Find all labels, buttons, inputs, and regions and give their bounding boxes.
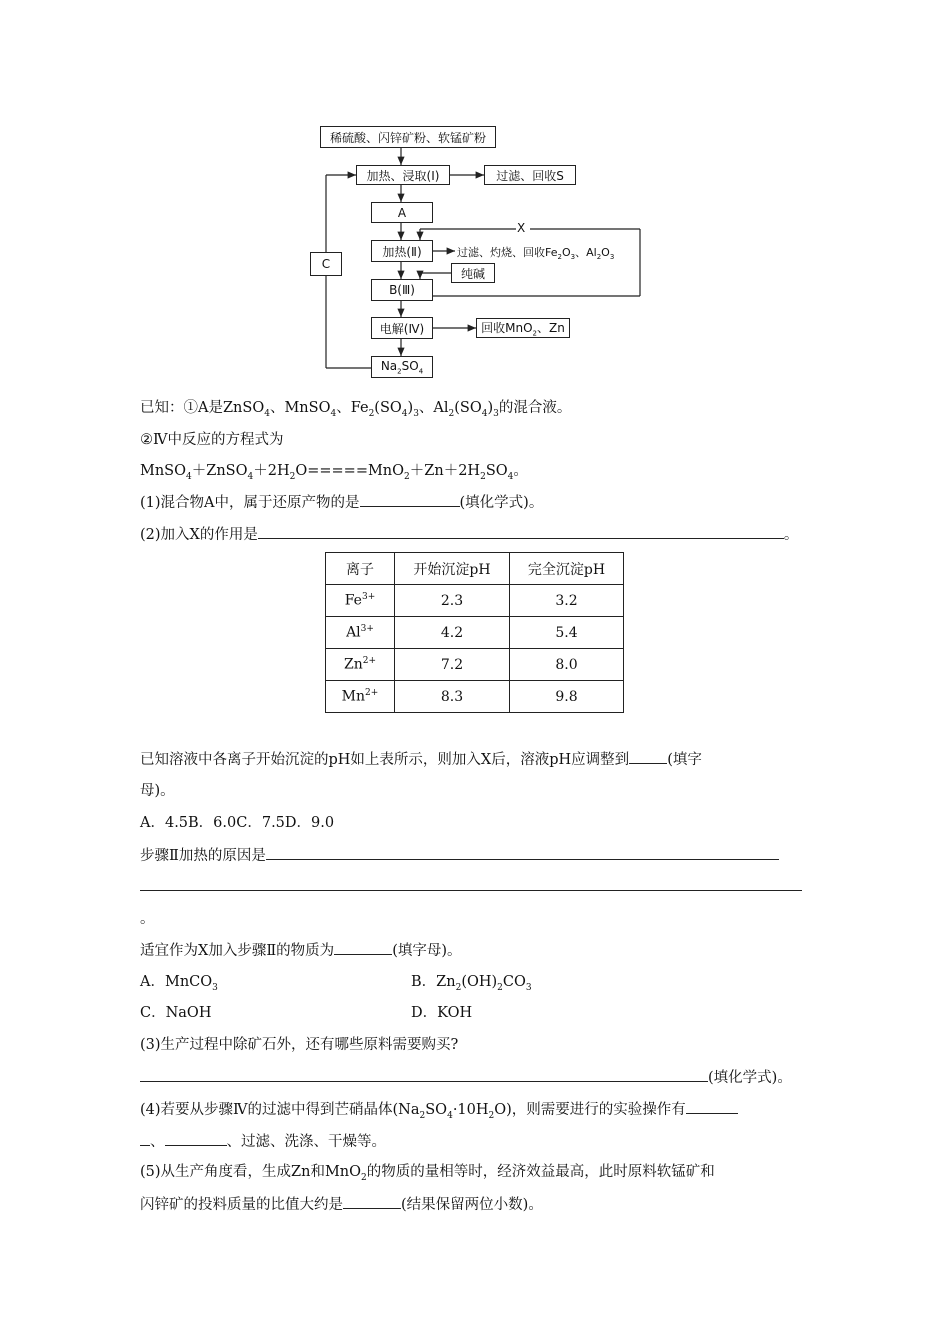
ion-cell: $Al^{3+}$ (326, 617, 395, 649)
answer-blank[interactable] (140, 1067, 708, 1082)
step4-label: 电解(Ⅳ) (379, 321, 425, 336)
ion-cell: $Mn^{2+}$ (326, 681, 395, 713)
table-header: 离子 (326, 553, 395, 585)
answer-blank[interactable] (629, 749, 667, 764)
na2so4-box (371, 356, 433, 378)
step1-box (356, 165, 450, 185)
known-line-2: ②Ⅳ中反应的方程式为 (140, 432, 284, 448)
raw-materials-box (320, 126, 496, 148)
question-5: (5)从生产角度看，生成Zn和MnO$_2$的物质的量相等时，经济效益最高，此时原料软锰矿和 (140, 1164, 715, 1183)
option-c: C．NaOH (140, 1005, 212, 1021)
answer-blank[interactable] (266, 845, 779, 860)
question-2: (2)加入X的作用是 。 (140, 524, 798, 545)
step4-side-label: 回收MnO$_2$、Zn (481, 320, 565, 338)
a-label: A (397, 205, 407, 220)
ion-cell: $Fe^{3+}$ (326, 585, 395, 617)
ion-cell: $Zn^{2+}$ (326, 649, 395, 681)
answer-blank[interactable] (258, 524, 784, 539)
answer-blank[interactable] (360, 492, 460, 507)
step4-box (371, 317, 433, 339)
question-5-line-2: 闪锌矿的投料质量的比值大约是 (结果保留两位小数)。 (140, 1194, 543, 1215)
start-ph-cell: 4.2 (395, 617, 510, 649)
start-ph-cell: 8.3 (395, 681, 510, 713)
answer-rule[interactable] (140, 890, 802, 891)
table-header: 开始沉淀pH (395, 553, 510, 585)
answer-blank[interactable] (343, 1194, 401, 1209)
step2-box (371, 240, 433, 262)
na2so4-label: $Na_2SO_4$ (380, 358, 424, 376)
x-choice-line: 适宜作为X加入步骤Ⅱ的物质为 (填字母)。 (140, 940, 462, 961)
answer-blank[interactable] (165, 1131, 227, 1146)
end-ph-cell: 3.2 (510, 585, 624, 617)
table-header-row (326, 553, 624, 585)
step2-side-label: 过滤、灼烧、回收$Fe_2O_3$、$Al_2O_3$ (457, 246, 615, 262)
step2-label: 加热(Ⅱ) (382, 244, 422, 259)
heat-reason-period: 。 (140, 911, 155, 927)
process-flowchart (300, 118, 660, 388)
question-2-ph-line: 已知溶液中各离子开始沉淀的pH如上表所示，则加入X后，溶液pH应调整到 (填字 (140, 749, 702, 770)
step1-label: 加热、浸取(Ⅰ) (366, 168, 440, 183)
start-ph-cell: 7.2 (395, 649, 510, 681)
end-ph-cell: 8.0 (510, 649, 624, 681)
question-4: (4)若要从步骤Ⅳ的过滤中得到芒硝晶体$(Na_2SO_4\cdot 10H_2O)$，则需要进行的实验操作有 (140, 1099, 738, 1126)
heat-reason-line: 步骤Ⅱ加热的原因是 (140, 845, 779, 866)
a-box (371, 202, 433, 223)
answer-blank[interactable] (686, 1099, 738, 1114)
table-row (326, 649, 624, 681)
ph-table (325, 552, 624, 713)
soda-label: 纯碱 (460, 266, 485, 281)
question-3: (3)生产过程中除矿石外，还有哪些原料需要购买? (140, 1037, 459, 1053)
question-2-ph-line-2: 母)。 (140, 783, 175, 799)
b-label: B(Ⅲ) (389, 283, 415, 297)
reaction-equation: $MnSO_4+ZnSO_4+2H_2O=====MnO_2+Zn+2H_2SO_4$。 (140, 463, 528, 482)
table-header: 完全沉淀pH (510, 553, 624, 585)
option-a: A．MnCO$_3$ (140, 974, 218, 993)
end-ph-cell: 9.8 (510, 681, 624, 713)
table-row (326, 617, 624, 649)
answer-blank[interactable] (140, 1131, 150, 1146)
c-label: C (321, 257, 331, 271)
option-d: D．KOH (411, 1005, 473, 1021)
step1-side-box (484, 165, 576, 185)
option-b: B．$Zn_2(OH)_2CO_3$ (411, 974, 532, 993)
step4-side-box (476, 318, 570, 338)
question-3-answer-line: (填化学式)。 (140, 1067, 792, 1088)
table-row (326, 585, 624, 617)
b-box (371, 279, 433, 301)
x-label: X (517, 221, 526, 235)
step1-side-label: 过滤、回收S (496, 168, 564, 183)
start-ph-cell: 2.3 (395, 585, 510, 617)
ph-options: A．4.5B．6.0C．7.5D．9.0 (140, 815, 335, 831)
raw-materials-label: 稀硫酸、闪锌矿粉、软锰矿粉 (329, 130, 486, 145)
known-line-1: 已知：①A是ZnSO$_4$、MnSO$_4$、$Fe_2(SO_4)_3$、$Al_2(SO_4)_3$的混合液。 (140, 400, 572, 419)
table-row (326, 681, 624, 713)
soda-box (451, 263, 495, 283)
answer-blank[interactable] (334, 940, 392, 955)
question-1: (1)混合物A中，属于还原产物的是 (填化学式)。 (140, 492, 543, 513)
question-4-line-2: 、 、过滤、洗涤、干燥等。 (140, 1131, 386, 1152)
c-box (310, 252, 342, 276)
end-ph-cell: 5.4 (510, 617, 624, 649)
